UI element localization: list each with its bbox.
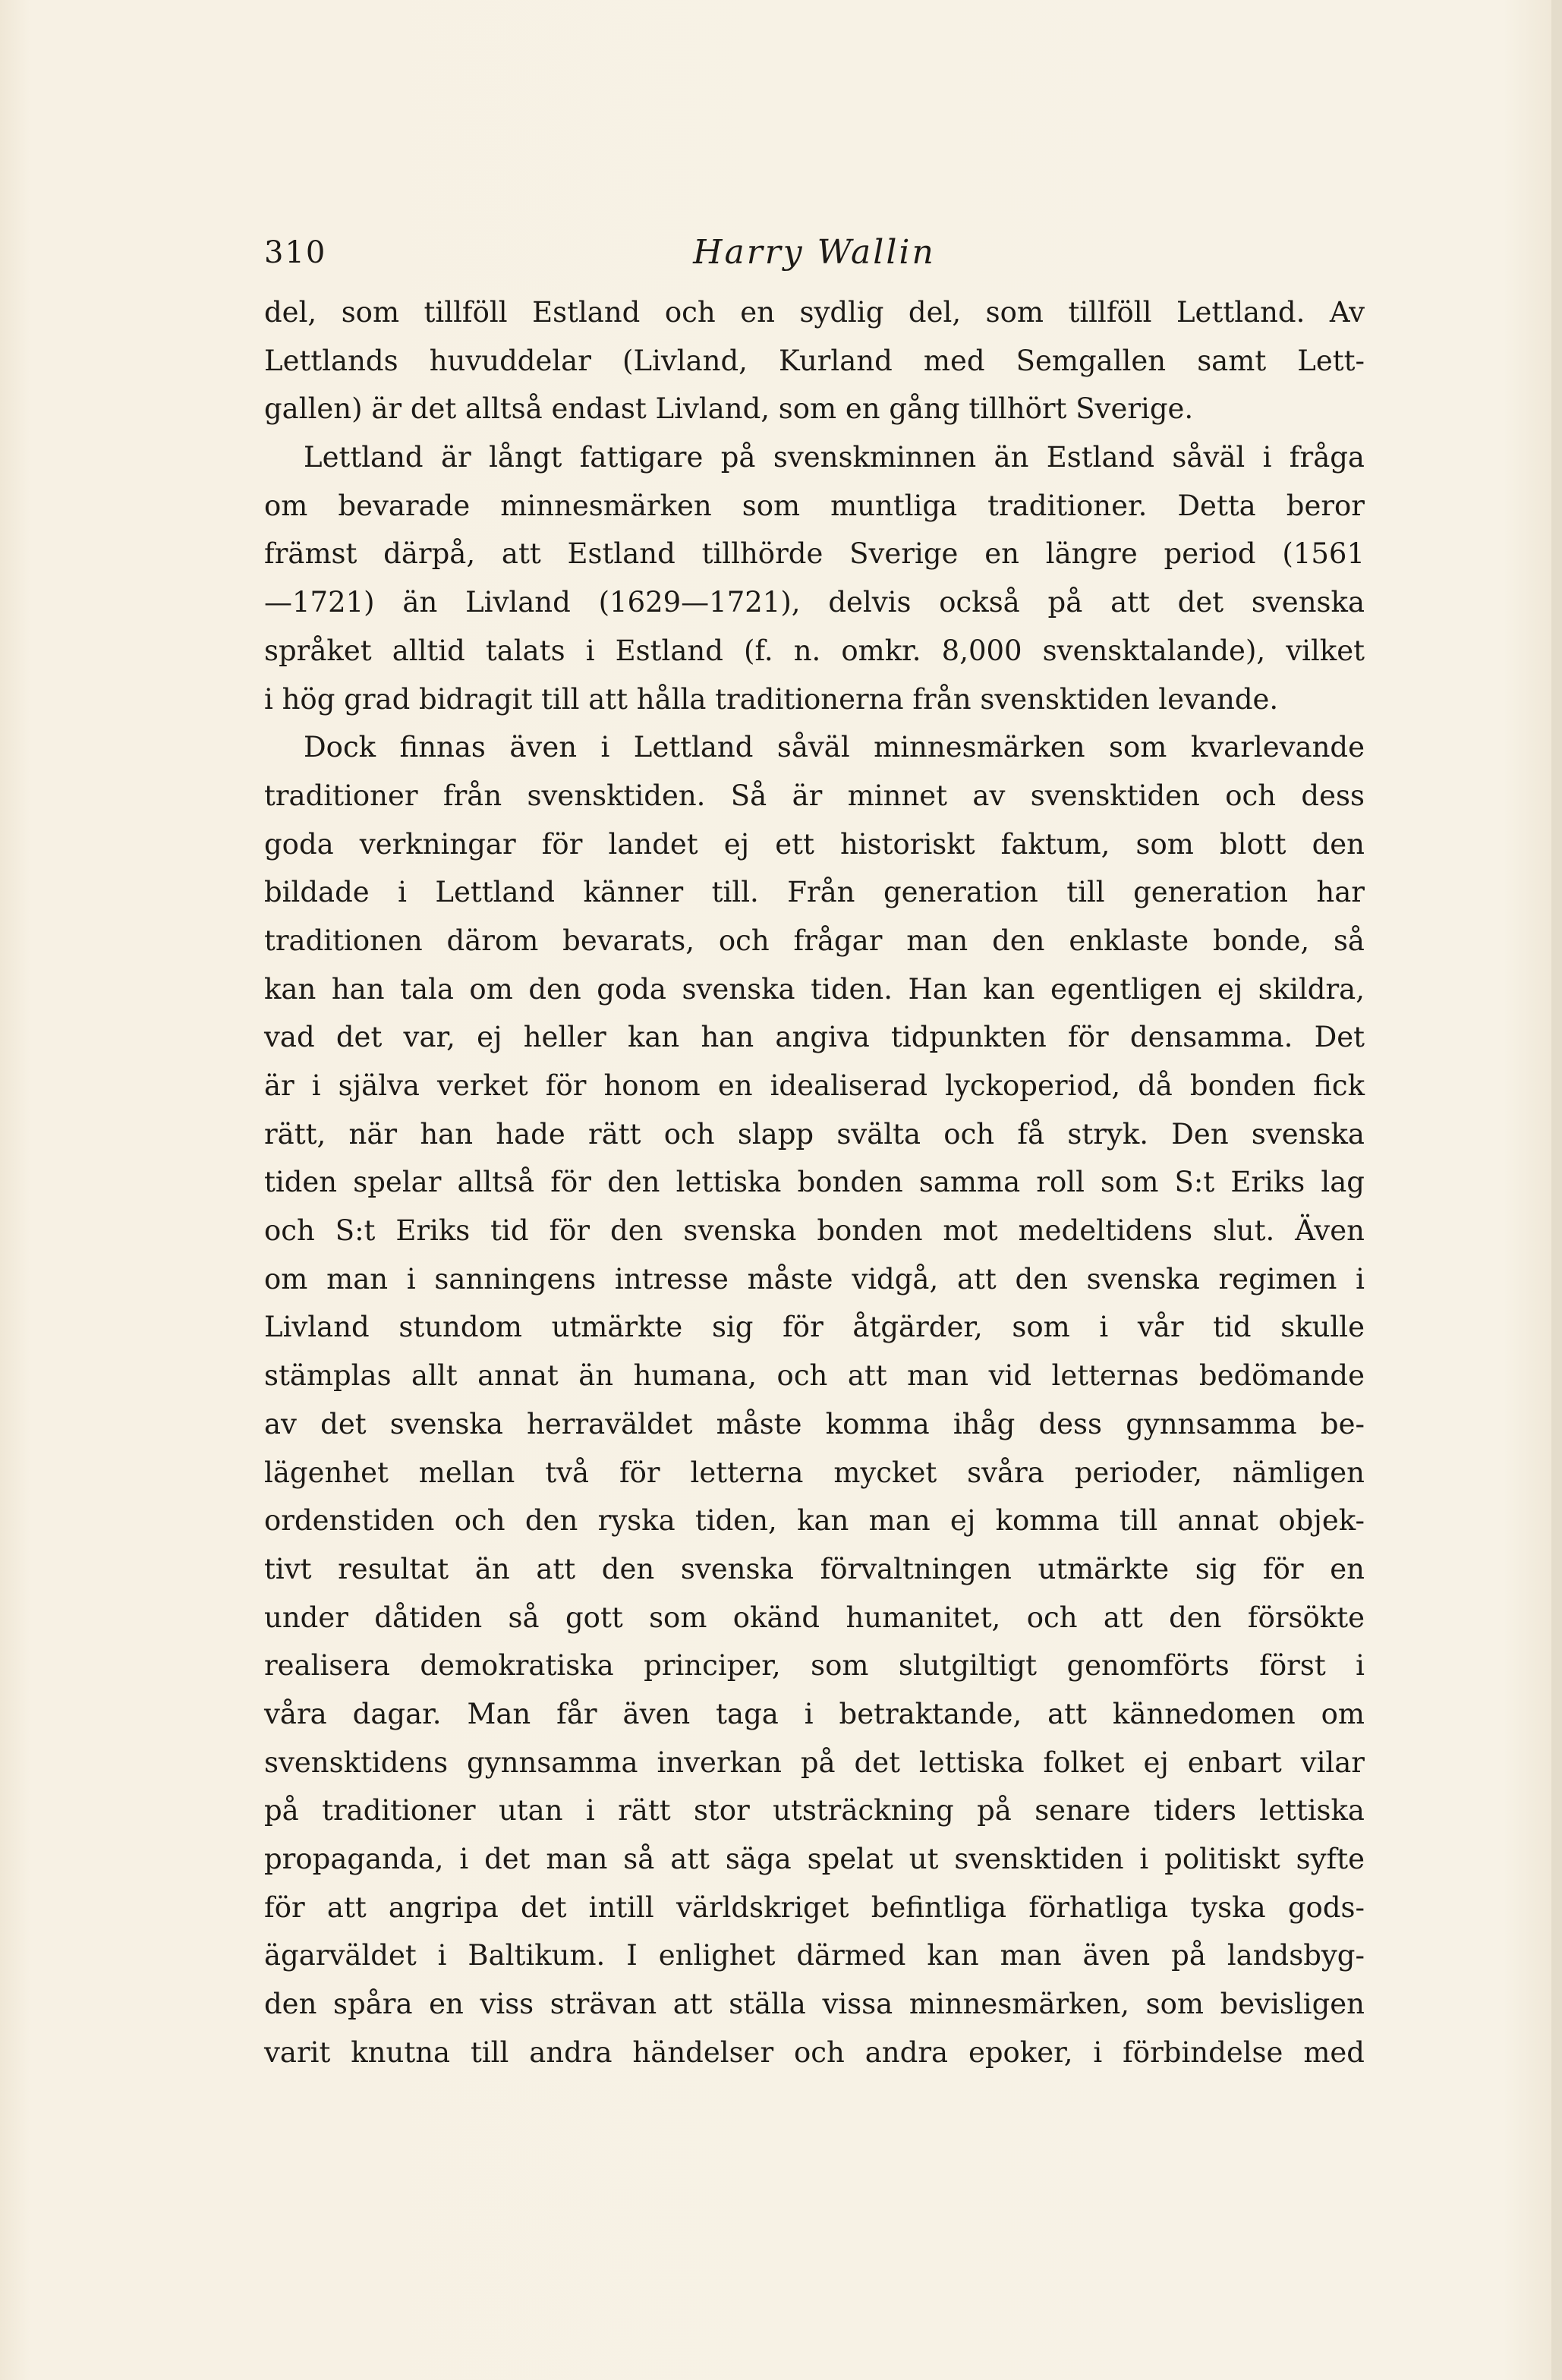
text-line: traditionen därom bevarats, och frågar man den enklaste bonde, så	[264, 924, 1365, 957]
text-line: bildade i Lettland känner till. Från generation till generation har	[264, 876, 1365, 909]
text-line: realisera demokratiska principer, som slutgiltigt genomförts först i	[264, 1649, 1365, 1683]
text-line: traditioner från svensktiden. Så är minnet av svensktiden och dess	[264, 779, 1365, 812]
text-line: av det svenska herraväldet måste komma ihåg dess gynnsamma be-	[264, 1407, 1365, 1440]
text-line: ägarväldet i Baltikum. I enlighet därmed kan man även på landsbyg-	[264, 1939, 1365, 1972]
text-line: Livland stundom utmärkte sig för åtgärder, som i vår tid skulle	[264, 1311, 1365, 1344]
text-line: Lettland är långt fattigare på svenskminnen än Estland såväl i fråga	[304, 441, 1365, 474]
text-line: propaganda, i det man så att säga spelat ut svensktiden i politiskt syfte	[264, 1843, 1365, 1875]
text-line: om bevarade minnesmärken som muntliga traditioner. Detta beror	[264, 489, 1365, 522]
text-line: Dock finnas även i Lettland såväl minnesmärken som kvarlevande	[304, 731, 1365, 764]
page-number: 310	[264, 235, 327, 270]
text-line: i hög grad bidragit till att hålla traditionerna från svensktiden levande.	[264, 682, 1279, 716]
text-line: är i själva verket för honom en idealiserad lyckoperiod, då bonden fick	[264, 1069, 1365, 1102]
text-line: svensktidens gynnsamma inverkan på det lettiska folket ej enbart vilar	[264, 1746, 1365, 1779]
text-line: lägenhet mellan två för letterna mycket svåra perioder, nämligen	[264, 1456, 1365, 1489]
body-text	[264, 288, 1365, 2076]
text-line: gallen) är det alltså endast Livland, som en gång tillhört Sverige.	[264, 392, 1194, 426]
text-line: kan han tala om den goda svenska tiden. Han kan egentligen ej skildra,	[264, 972, 1365, 1006]
text-line: och S:t Eriks tid för den svenska bonden mot medeltidens slut. Även	[264, 1214, 1365, 1248]
text-line: tivt resultat än att den svenska förvaltningen utmärkte sig för en	[264, 1552, 1365, 1585]
text-line: på traditioner utan i rätt stor utsträckning på senare tiders lettiska	[264, 1794, 1365, 1828]
text-line: del, som tillföll Estland och en sydlig del, som tillföll Lettland. Av	[264, 296, 1365, 329]
text-line: ordenstiden och den ryska tiden, kan man ej komma till annat objek-	[264, 1504, 1365, 1538]
text-line: stämplas allt annat än humana, och att man vid letternas bedömande	[264, 1359, 1365, 1393]
text-line: under dåtiden så gott som okänd humanitet, och att den försökte	[264, 1601, 1365, 1634]
text-line: den spåra en viss strävan att ställa vissa minnesmärken, som bevisligen	[264, 1988, 1365, 2021]
text-line: främst därpå, att Estland tillhörde Sverige en längre period (1561	[264, 537, 1365, 571]
text-line: språket alltid talats i Estland (f. n. omkr. 8,000 svensktalande), vilket	[264, 634, 1365, 667]
text-line: våra dagar. Man får även taga i betraktande, att kännedomen om	[264, 1697, 1365, 1730]
page-edge	[1551, 0, 1562, 2380]
text-line: —1721) än Livland (1629—1721), delvis också på att det svenska	[264, 586, 1365, 619]
text-line: vad det var, ej heller kan han angiva tidpunkten för densamma. Det	[264, 1021, 1365, 1054]
text-line: för att angripa det intill världskriget befintliga förhatliga tyska gods-	[264, 1890, 1365, 1924]
running-head: Harry Wallin	[693, 233, 936, 272]
text-line: tiden spelar alltså för den lettiska bonden samma roll som S:t Eriks lag	[264, 1166, 1365, 1199]
text-line: varit knutna till andra händelser och andra epoker, i förbindelse med	[264, 2035, 1365, 2069]
text-line: om man i sanningens intresse måste vidgå, att den svenska regimen i	[264, 1262, 1365, 1295]
text-line: Lettlands huvuddelar (Livland, Kurland med Semgallen samt Lett-	[264, 344, 1365, 377]
page-header	[264, 226, 1365, 279]
text-line: goda verkningar för landet ej ett historiskt faktum, som blott den	[264, 827, 1365, 861]
text-line: rätt, när han hade rätt och slapp svälta och få stryk. Den svenska	[264, 1117, 1365, 1151]
